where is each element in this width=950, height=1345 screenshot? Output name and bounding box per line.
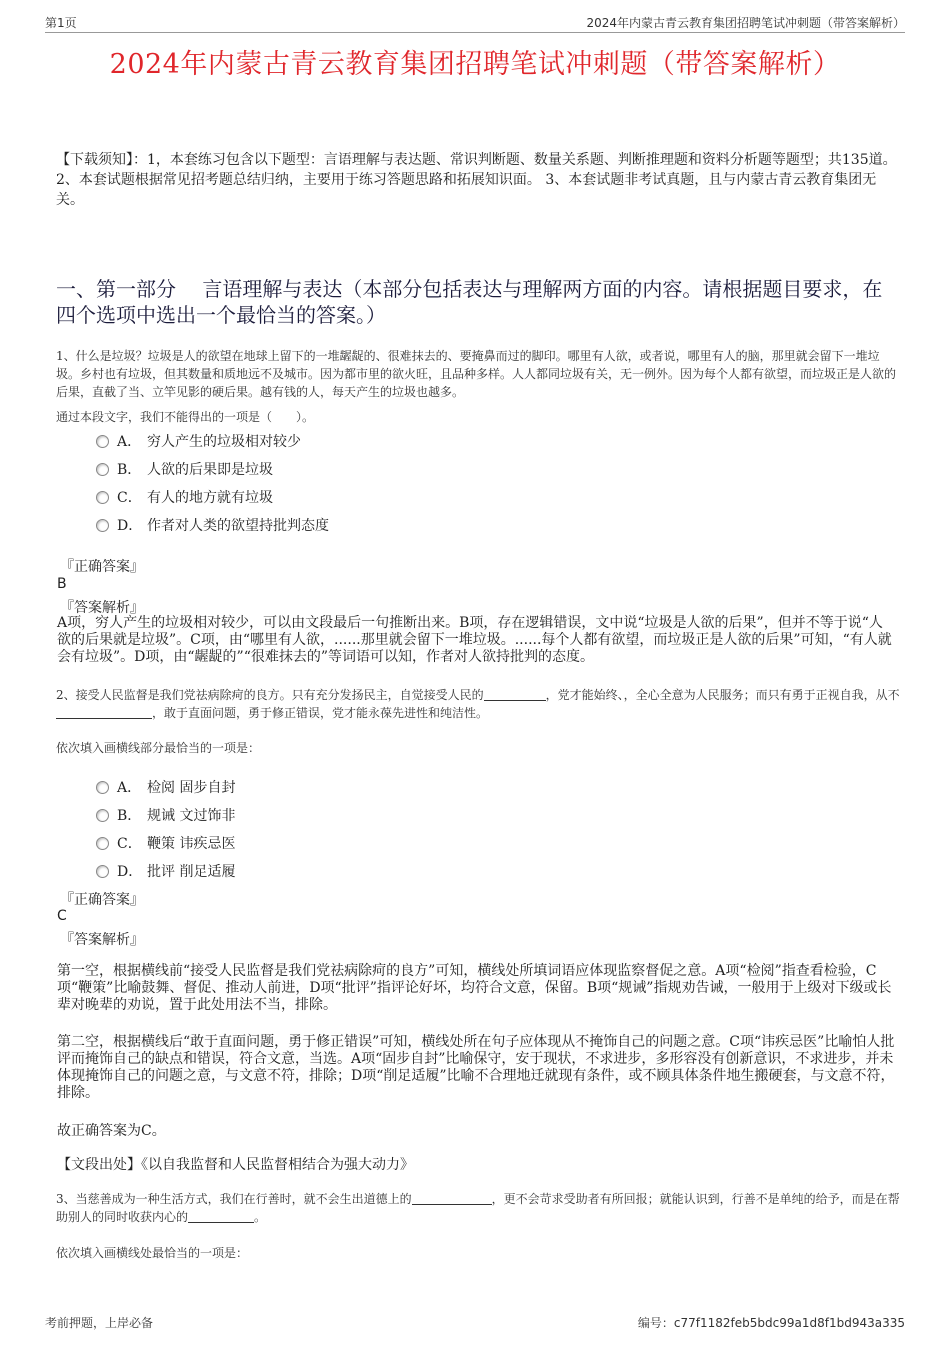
- q2-analysis-para1: 第一空，根据横线前“接受人民监督是我们党祛病除疴的良方”可知，横线处所填词语应体现监察督促之意。A项“检阅”指查看检验，C项“鞭策”比喻鼓舞、督促、推动人前进，D项“批评”指评论好坏，均符合文意，保留。B项“规诫”指规劝告诫，一般用于上级对下级或长辈对晚辈的劝说，置于此处用法不当，排除。: [57, 963, 892, 1013]
- q1-option-b[interactable]: B． 人欲的后果即是垃圾: [96, 459, 273, 479]
- footer-code: 编号：c77f1182feb5bdc99a1d8f1bd943a335: [637, 1316, 905, 1330]
- q1-answer-label: 『正确答案』: [60, 559, 144, 575]
- answer-blank: [412, 1192, 492, 1205]
- q1-answer: B: [57, 576, 67, 592]
- q1-stem: 1、什么是垃圾？垃圾是人的欲望在地球上留下的一堆龌龊的、很难抹去的、要掩鼻而过的脚印。哪里有人欲，或者说，哪里有人的脑，那里就会留下一堆垃圾。乡村也有垃圾，但其数量和质地远不及城市。因为都市里的欲火旺，且品种多样。人人都同垃圾有关，无一例外。因为每个人都有欲望，而垃圾正是人欲的后果，直截了当、立竿见影的硬后果。越有钱的人，每天产生的垃圾也越多。: [56, 349, 897, 399]
- q2-option-d[interactable]: D． 批评 削足适履: [96, 861, 235, 881]
- radio-icon[interactable]: [96, 809, 109, 822]
- radio-icon[interactable]: [96, 491, 109, 504]
- page-title: 2024年内蒙古青云教育集团招聘笔试冲刺题（带答案解析）: [109, 49, 841, 80]
- page-number: 第1页: [45, 16, 77, 30]
- q1-option-a[interactable]: A． 穷人产生的垃圾相对较少: [96, 431, 301, 451]
- radio-icon[interactable]: [96, 519, 109, 532]
- q2-stem: 2、接受人民监督是我们党祛病除疴的良方。只有充分发扬民主，自觉接受人民的 ，党才能始终、，全心全意为人民服务；而只有勇于正视自我，从不，敢于直面问题，勇于修正错误，党才能永葆先进性和纯洁性。: [56, 688, 900, 720]
- q2-source: 【文段出处】《以自我监督和人民监督相结合为强大动力》: [57, 1157, 414, 1173]
- q1-question: 通过本段文字，我们不能得出的一项是（ ）。: [56, 410, 315, 424]
- q2-prompt: 依次填入画横线部分最恰当的一项是：: [56, 741, 261, 755]
- header-doc-title: 2024年内蒙古青云教育集团招聘笔试冲刺题（带答案解析）: [586, 16, 905, 30]
- footer-slogan: 考前押题，上岸必备: [45, 1316, 154, 1330]
- q2-answer: C: [57, 908, 67, 924]
- radio-icon[interactable]: [96, 463, 109, 476]
- q2-option-c[interactable]: C． 鞭策 讳疾忌医: [96, 833, 235, 853]
- answer-blank: [188, 1210, 254, 1223]
- q3-prompt: 依次填入画横线处最恰当的一项是：: [56, 1246, 249, 1260]
- section-heading: 一、第一部分 言语理解与表达（本部分包括表达与理解两方面的内容。请根据题目要求，在四个选项中选出一个最恰当的答案。）: [56, 277, 883, 327]
- q1-option-c[interactable]: C． 有人的地方就有垃圾: [96, 487, 273, 507]
- answer-blank: [56, 706, 152, 719]
- q1-analysis-label: 『答案解析』: [60, 600, 144, 616]
- radio-icon[interactable]: [96, 781, 109, 794]
- q2-conclusion: 故正确答案为C。: [57, 1123, 166, 1139]
- radio-icon[interactable]: [96, 435, 109, 448]
- q2-option-b[interactable]: B． 规诫 文过饰非: [96, 805, 235, 825]
- q1-option-d[interactable]: D． 作者对人类的欲望持批判态度: [96, 515, 329, 535]
- q3-stem: 3、当慈善成为一种生活方式，我们在行善时，就不会生出道德上的 ，更不会苛求受助者有所回报；就能认识到，行善不是单纯的给予，而是在帮助别人的同时收获内心的 。: [56, 1192, 900, 1224]
- q2-option-a[interactable]: A． 检阅 固步自封: [96, 777, 235, 797]
- q2-analysis-label: 『答案解析』: [60, 932, 144, 948]
- q1-analysis: A项，穷人产生的垃圾相对较少，可以由文段最后一句推断出来。B项，存在逻辑错误，文中说“垃圾是人欲的后果”，但并不等于说“人欲的后果就是垃圾”。C项，由“哪里有人欲，......那里就会留下一堆垃圾。......每个人都有欲望，而垃圾正是人欲的后果”可知，“有人就会有垃圾”。D项，由“龌龊的”“很难抹去的”等词语可以知，作者对人欲持批判的态度。: [57, 615, 892, 665]
- radio-icon[interactable]: [96, 837, 109, 850]
- q2-answer-label: 『正确答案』: [60, 892, 144, 908]
- answer-blank: [484, 688, 546, 701]
- radio-icon[interactable]: [96, 865, 109, 878]
- download-notice: 【下载须知】：1，本套练习包含以下题型：言语理解与表达题、常识判断题、数量关系题、判断推理题和资料分析题等题型；共135道。 2、本套试题根据常见招考题总结归纳，主要用于练习答题思路和拓展知识面。 3、本套试题非考试真题，且与内蒙古青云教育集团无关。: [56, 152, 897, 208]
- header-divider: [45, 32, 905, 33]
- q2-analysis-para2: 第二空，根据横线后“敢于直面问题，勇于修正错误”可知，横线处所在句子应体现从不掩饰自己的问题之意。C项“讳疾忌医”比喻怕人批评而掩饰自己的缺点和错误，符合文意，当选。A项“固步自封”比喻保守，安于现状，不求进步，多形容没有创新意识，不求进步，并未体现掩饰自己的问题之意，与文意不符，排除；D项“削足适履”比喻不合理地迁就现有条件，或不顾具体条件地生搬硬套，与文意不符，排除。: [57, 1034, 895, 1101]
